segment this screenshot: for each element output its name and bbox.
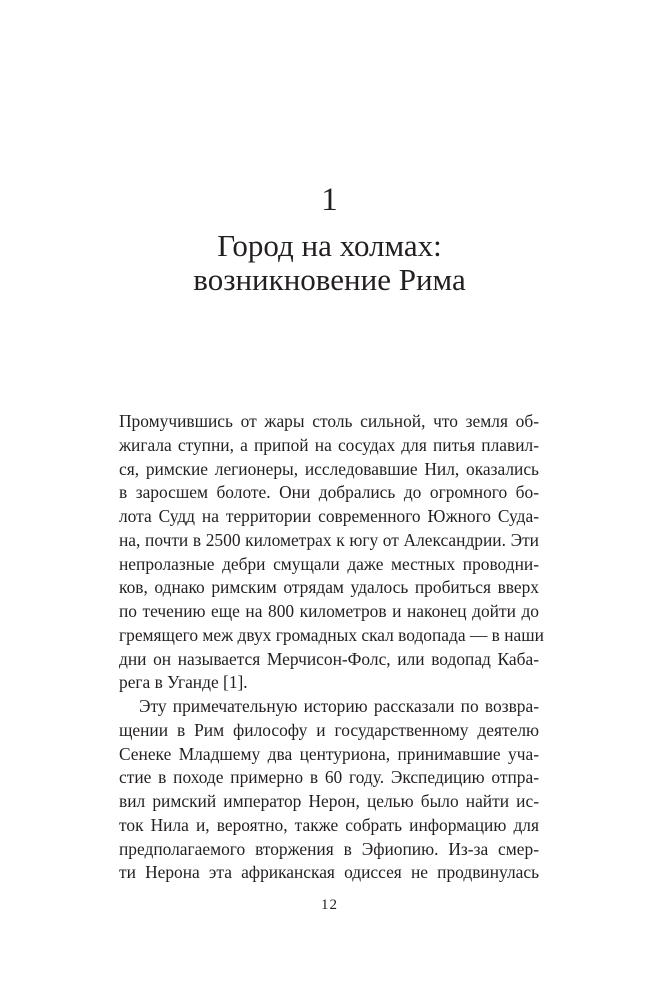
text-line: жигала ступни, а припой на сосудах для питья плавил-: [119, 434, 539, 455]
text-line: щении в Рим философу и государственному деятелю: [119, 719, 539, 740]
text-line: стие в походе примерно в 60 году. Экспедицию отпра-: [119, 767, 539, 788]
text-line: непролазные дебри смущали даже местных проводни-: [119, 553, 539, 574]
text-line: ток Нила и, вероятно, также собрать информацию для: [119, 814, 539, 835]
text-line: гремящего меж двух громадных скал водопада — в наши: [119, 624, 544, 645]
text-line: на, почти в 2500 километрах к югу от Александрии. Эти: [119, 529, 539, 550]
text-line: ти Нерона эта африканская одиссея не продвинулась: [119, 862, 539, 883]
chapter-number: 1: [321, 182, 338, 218]
text-line: ков, однако римским отрядам удалось пробиться вверх: [119, 577, 539, 598]
text-line: по течению еще на 800 километров и наконец дойти до: [119, 601, 539, 621]
text-line: Эту примечательную историю рассказали по возвра-: [139, 696, 539, 716]
text-line: Промучившись от жары столь сильной, что земля об-: [119, 411, 539, 431]
body-text: [119, 410, 544, 885]
text-line: предполагаемого вторжения в Эфиопию. Из-за смер-: [119, 838, 539, 859]
text-line: дни он называется Мерчисон-Фолс, или водопад Каба-: [119, 648, 539, 669]
page-number: 12: [321, 897, 338, 913]
chapter-title-line-1: Город на холмах:: [217, 228, 442, 263]
text-line: лота Судд на территории современного Южного Суда-: [119, 506, 539, 526]
chapter-title-line-2: возникновение Рима: [193, 262, 466, 297]
text-line: в заросшем болоте. Они добрались до огромного бо-: [119, 482, 539, 503]
text-line: Сенеке Младшему два центуриона, принимавшие уча-: [119, 743, 539, 764]
text-line: рега в Уганде [1].: [119, 672, 248, 693]
text-line: ся, римские легионеры, исследовавшие Нил, оказались: [119, 458, 539, 479]
chapter-title: [0, 229, 659, 297]
text-line: вил римский император Нерон, целью было найти ис-: [119, 791, 539, 811]
